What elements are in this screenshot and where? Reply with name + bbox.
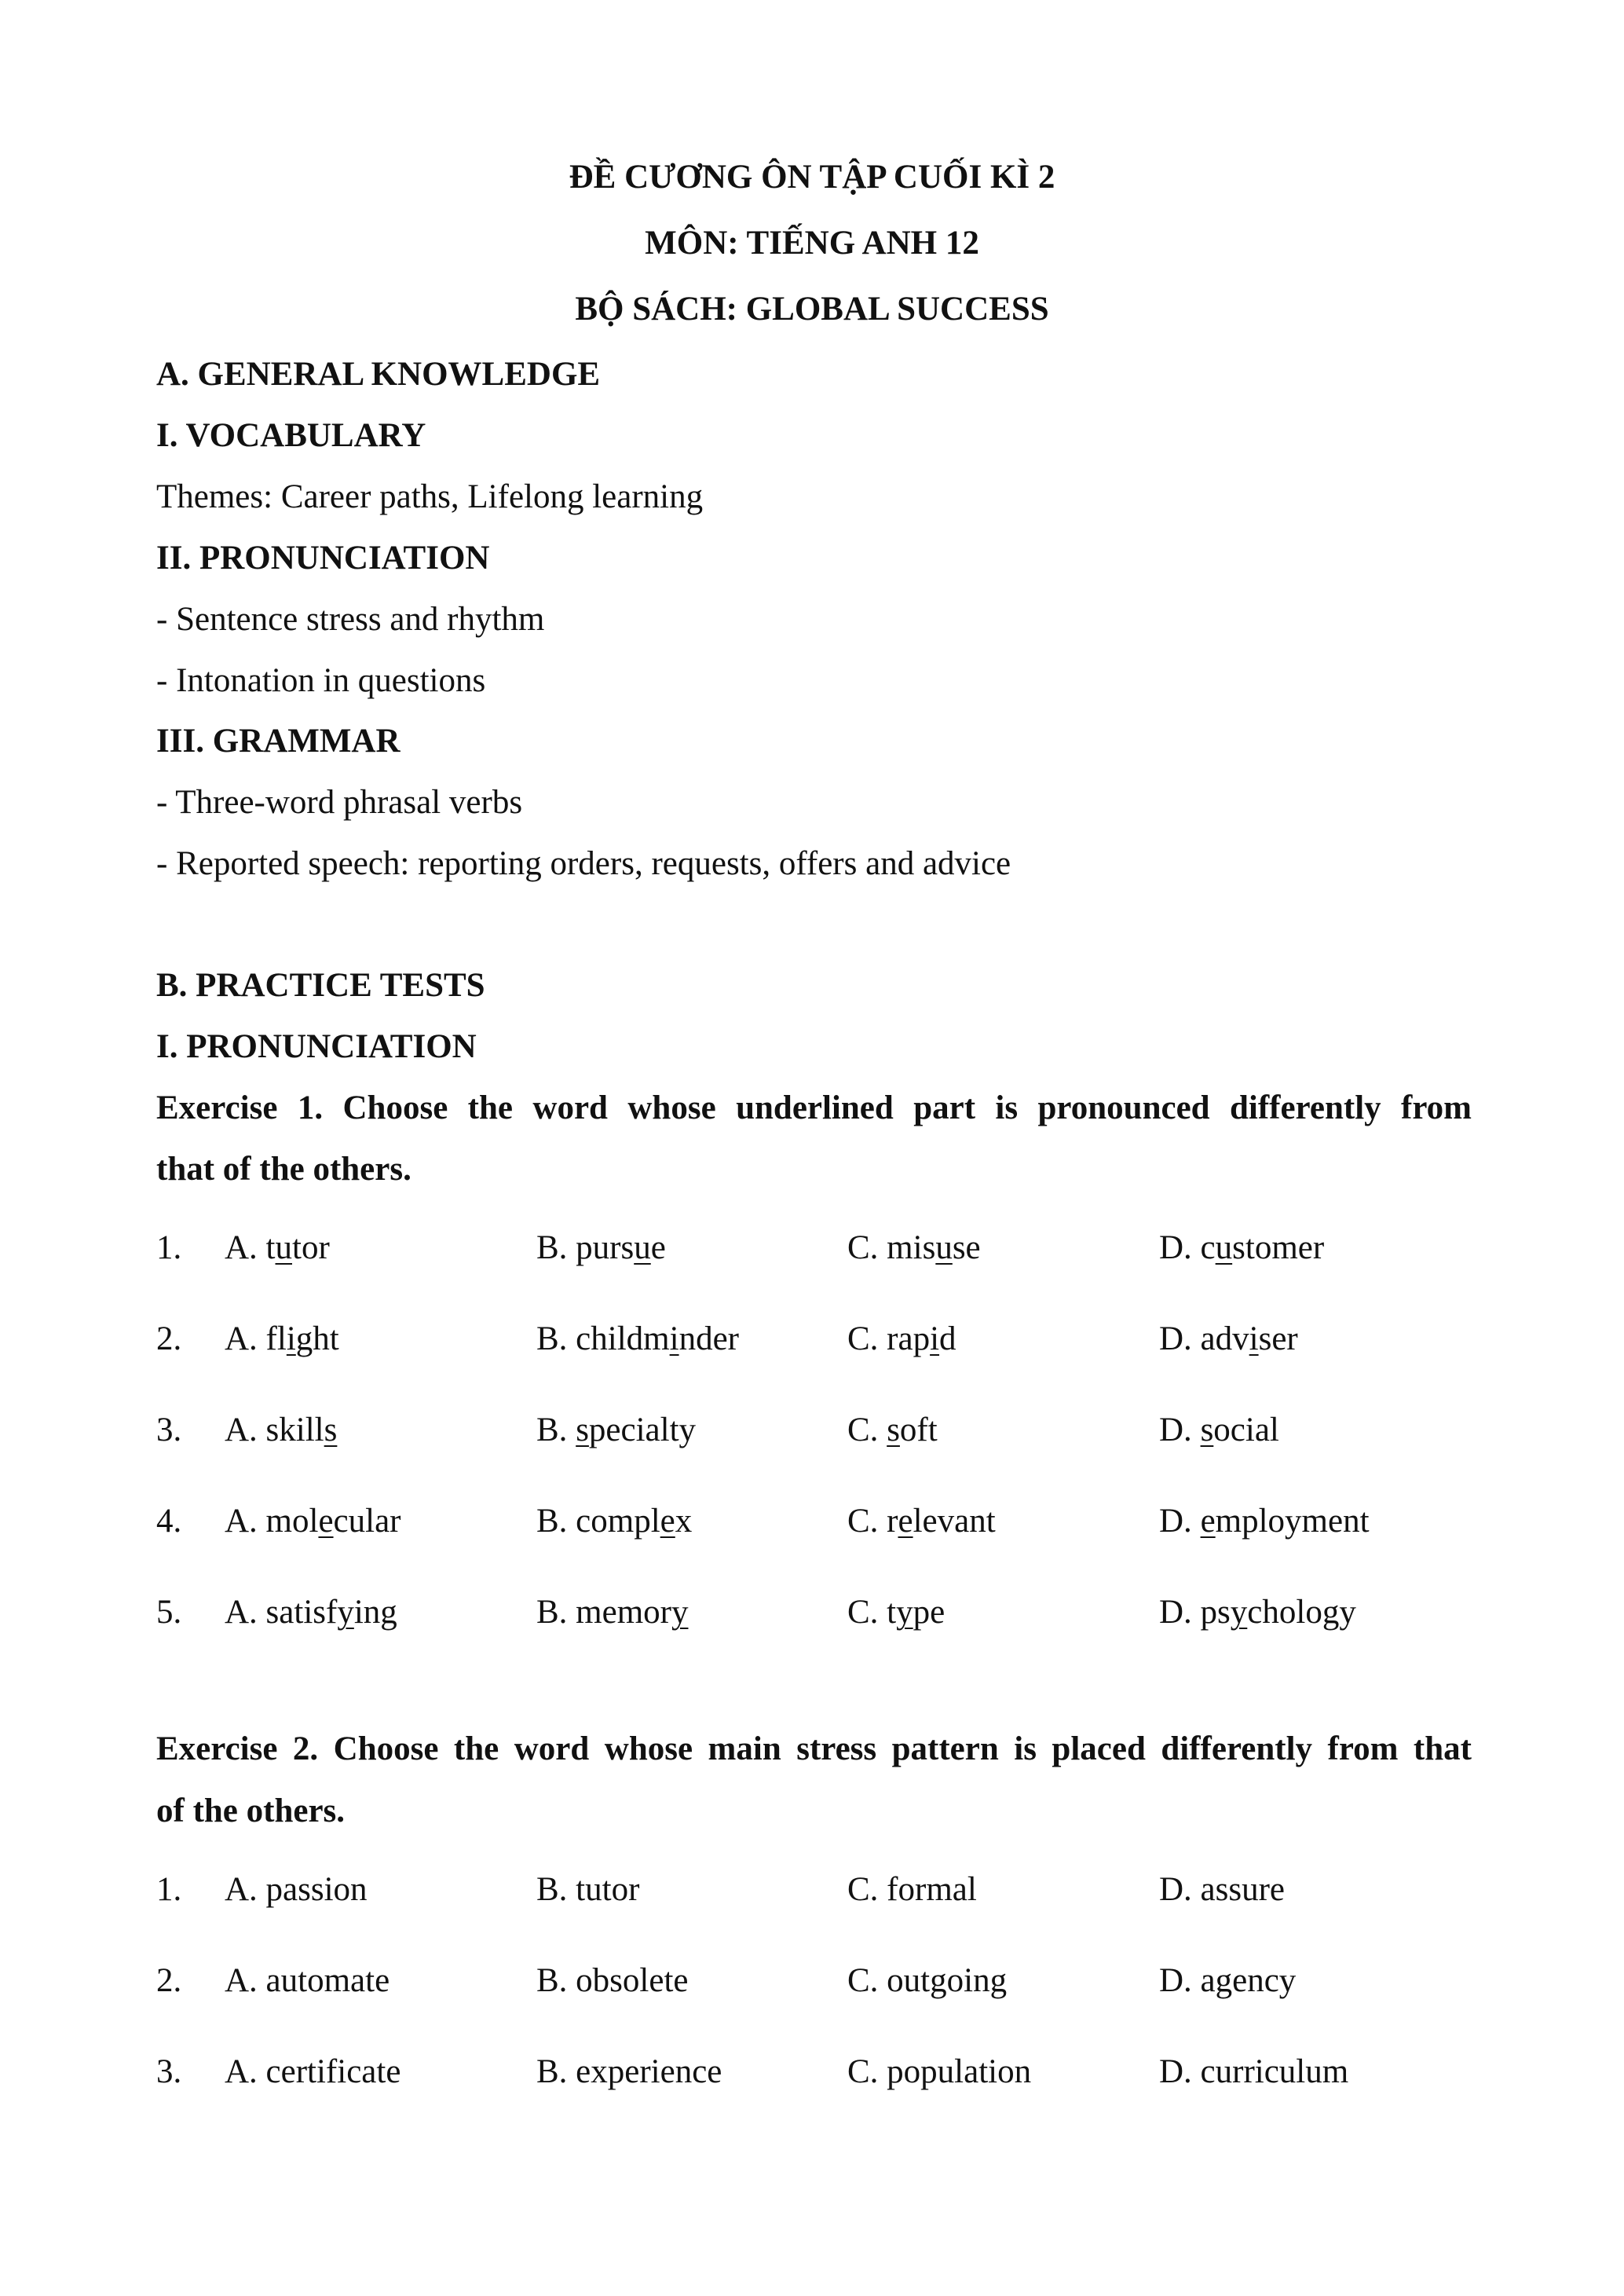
answer-option [1159, 1504, 1370, 1538]
underlined-part: u [275, 1229, 292, 1266]
underlined-part: y [1230, 1594, 1248, 1631]
section-b-heading: B. PRACTICE TESTS [156, 967, 485, 1004]
underlined-part: i [669, 1320, 679, 1357]
underlined-part: u [935, 1229, 953, 1266]
question-row [156, 2055, 1476, 2094]
option-text: x [675, 1503, 693, 1540]
underlined-part: y [896, 1594, 913, 1631]
option-text: tor [292, 1229, 330, 1266]
question-row [156, 1231, 1476, 1270]
answer-option [1159, 1595, 1356, 1629]
option-text: ocial [1213, 1412, 1279, 1448]
question-number: 2. [156, 1320, 182, 1357]
answer-option [847, 1504, 996, 1538]
answer-option [536, 1322, 739, 1356]
option-text: ser [1258, 1320, 1298, 1357]
underlined-part: s [324, 1412, 338, 1448]
answer-option: A. certificate [225, 2053, 401, 2090]
answer-option: C. outgoing [847, 1962, 1008, 1999]
option-text: stomer [1232, 1229, 1325, 1266]
answer-option: D. agency [1159, 1962, 1297, 1999]
option-text: C. t [847, 1594, 897, 1631]
option-text: pe [913, 1594, 946, 1631]
underlined-part: e [1200, 1503, 1216, 1540]
question-row [156, 1504, 1476, 1543]
exercise-1-instruction: Exercise 1. Choose the word whose underlined part is pronounced differently from [156, 1089, 1472, 1126]
answer-option [1159, 1231, 1324, 1265]
question-row [156, 1413, 1476, 1452]
option-text: B. [536, 1412, 576, 1448]
answer-option [536, 1595, 688, 1629]
subject-title: MÔN: TIẾNG ANH 12 [645, 225, 979, 262]
answer-option [847, 1231, 981, 1265]
option-text: C. [847, 1412, 887, 1448]
answer-option: A. passion [225, 1871, 368, 1908]
option-text: C. r [847, 1503, 898, 1540]
underlined-part: i [286, 1320, 296, 1357]
vocabulary-themes: Themes: Career paths, Lifelong learning [156, 478, 704, 515]
option-text: chology [1247, 1594, 1356, 1631]
question-number: 3. [156, 1412, 182, 1448]
document-title: ĐỀ CƯƠNG ÔN TẬP CUỐI KÌ 2 [569, 159, 1055, 196]
practice-pronunciation-heading: I. PRONUNCIATION [156, 1028, 477, 1065]
question-number: 1. [156, 1871, 182, 1908]
option-text: nder [678, 1320, 739, 1357]
option-text: C. mis [847, 1229, 936, 1266]
option-text: A. mol [225, 1503, 319, 1540]
underlined-part: y [337, 1594, 354, 1631]
underlined-part: i [930, 1320, 940, 1357]
exercise-1-instruction-cont: that of the others. [156, 1151, 411, 1188]
pronunciation-item: - Sentence stress and rhythm [156, 601, 545, 638]
answer-option: C. population [847, 2053, 1032, 2090]
option-text: C. rap [847, 1320, 931, 1357]
underlined-part: u [634, 1229, 651, 1266]
vocabulary-heading: I. VOCABULARY [156, 417, 426, 454]
answer-option: B. tutor [536, 1871, 640, 1908]
underlined-part: u [1215, 1229, 1233, 1266]
underlined-part: e [898, 1503, 913, 1540]
answer-option [536, 1231, 666, 1265]
option-text: cular [333, 1503, 401, 1540]
option-text: oft [899, 1412, 938, 1448]
question-row [156, 1873, 1476, 1912]
option-text: B. memor [536, 1594, 671, 1631]
grammar-heading: III. GRAMMAR [156, 723, 401, 760]
option-text: D. [1159, 1412, 1201, 1448]
answer-option [1159, 1322, 1298, 1356]
underlined-part: s [1200, 1412, 1214, 1448]
answer-option [225, 1504, 401, 1538]
answer-option [847, 1322, 956, 1356]
option-text: ght [295, 1320, 339, 1357]
answer-option [225, 1322, 339, 1356]
exercise-2-instruction-cont: of the others. [156, 1792, 346, 1829]
answer-option [536, 1504, 692, 1538]
answer-option [1159, 1413, 1279, 1447]
question-number: 4. [156, 1503, 182, 1540]
question-number: 3. [156, 2053, 182, 2090]
underlined-part: s [887, 1412, 900, 1448]
option-text: levant [913, 1503, 996, 1540]
question-number: 2. [156, 1962, 182, 1999]
question-row [156, 1322, 1476, 1361]
option-text: A. fl [225, 1320, 287, 1357]
pronunciation-item: - Intonation in questions [156, 662, 486, 699]
option-text: mployment [1215, 1503, 1370, 1540]
option-text: B. childm [536, 1320, 670, 1357]
question-row [156, 1964, 1476, 2003]
question-number: 1. [156, 1229, 182, 1266]
underlined-part: e [660, 1503, 675, 1540]
option-text: se [952, 1229, 981, 1266]
answer-option [536, 1413, 696, 1447]
option-text: B. compl [536, 1503, 660, 1540]
option-text: ing [353, 1594, 397, 1631]
answer-option [225, 1595, 397, 1629]
textbook-title: BỘ SÁCH: GLOBAL SUCCESS [575, 291, 1049, 328]
option-text: pecialty [588, 1412, 697, 1448]
answer-option: A. automate [225, 1962, 390, 1999]
option-text: d [939, 1320, 956, 1357]
question-number: 5. [156, 1594, 182, 1631]
answer-option: B. experience [536, 2053, 722, 2090]
underlined-part: s [576, 1412, 589, 1448]
answer-option: D. assure [1159, 1871, 1286, 1908]
grammar-item: - Reported speech: reporting orders, requests, offers and advice [156, 845, 1011, 882]
question-row [156, 1595, 1476, 1635]
answer-option [225, 1231, 330, 1265]
answer-option: B. obsolete [536, 1962, 689, 1999]
answer-option: D. curriculum [1159, 2053, 1349, 2090]
option-text: A. skill [225, 1412, 324, 1448]
section-a-heading: A. GENERAL KNOWLEDGE [156, 356, 601, 393]
option-text: B. purs [536, 1229, 635, 1266]
exercise-2-instruction: Exercise 2. Choose the word whose main stress pattern is placed differently from that [156, 1730, 1472, 1767]
option-text: D. [1159, 1503, 1201, 1540]
pronunciation-heading: II. PRONUNCIATION [156, 540, 490, 577]
option-text: D. adv [1159, 1320, 1249, 1357]
answer-option: C. formal [847, 1871, 977, 1908]
option-text: D. c [1159, 1229, 1216, 1266]
answer-option [847, 1595, 945, 1629]
answer-option [225, 1413, 337, 1447]
underlined-part: e [318, 1503, 334, 1540]
option-text: e [650, 1229, 666, 1266]
answer-option [847, 1413, 938, 1447]
underlined-part: y [671, 1594, 689, 1631]
underlined-part: i [1249, 1320, 1259, 1357]
option-text: D. ps [1159, 1594, 1231, 1631]
option-text: A. t [225, 1229, 276, 1266]
option-text: A. satisf [225, 1594, 338, 1631]
grammar-item: - Three-word phrasal verbs [156, 784, 523, 821]
